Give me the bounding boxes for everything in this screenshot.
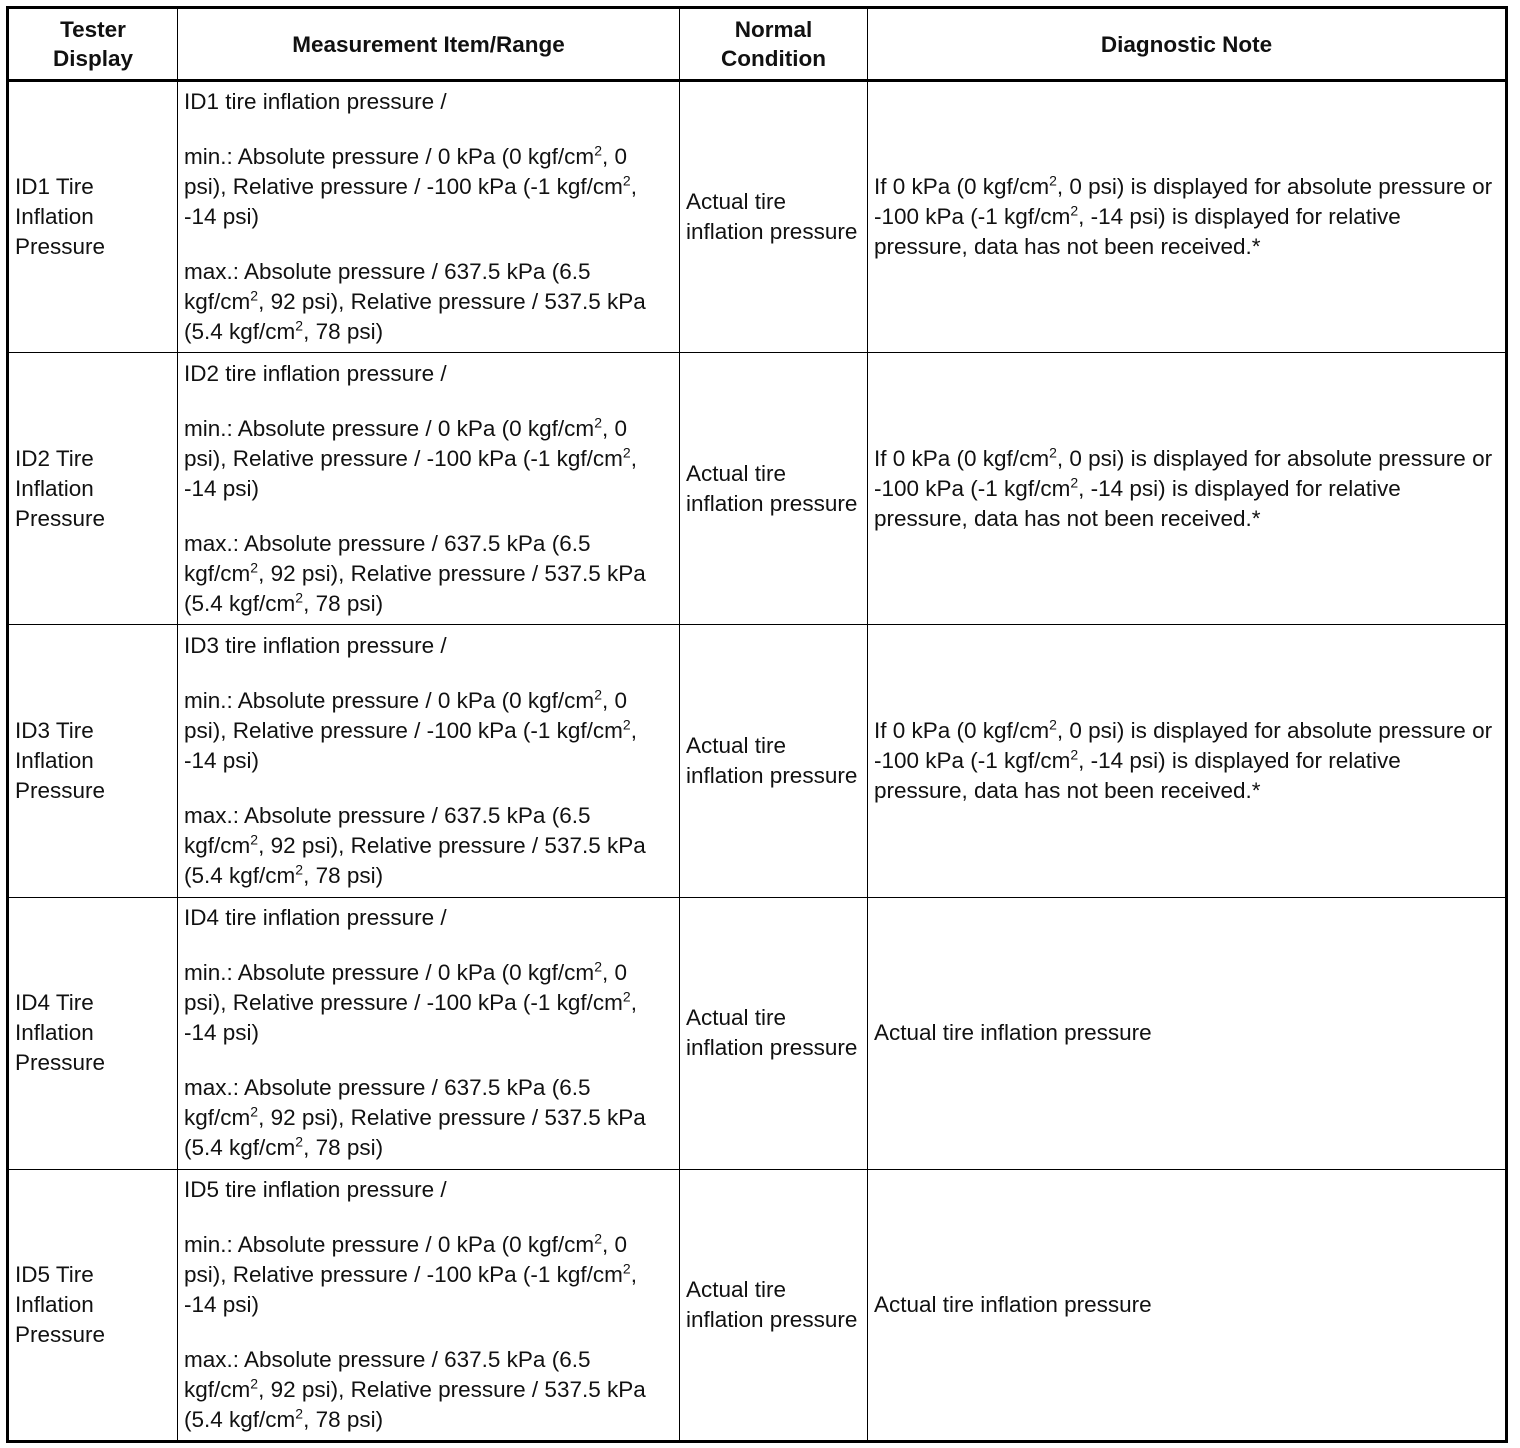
max-range-text: max.: Absolute pressure / 637.5 kPa (6.5 kgf/$cm^2$, 92 psi), Relative pressure / 537.5 kPa (5.4 kgf/$cm^2$, 78 psi) <box>184 530 646 616</box>
min-range-text: min.: Absolute pressure / 0 kPa (0 kgf/$cm^2$, 0 psi), Relative pressure / -100 kPa (-1 kgf/$cm^2$, -14 psi) <box>184 1230 637 1317</box>
min-range-text: min.: Absolute pressure / 0 kPa (0 kgf/$cm^2$, 0 psi), Relative pressure / -100 kPa (-1 kgf/$cm^2$, -14 psi) <box>184 958 637 1046</box>
min-range-text: min.: Absolute pressure / 0 kPa (0 kgf/$cm^2$, 0 psi), Relative pressure / -100 kPa (-1 kgf/$cm^2$, -14 psi) <box>184 414 637 501</box>
tester-display-cell: ID2 Tire Inflation Pressure <box>8 353 178 625</box>
header-tester-display: Tester Display <box>8 8 178 81</box>
normal-condition-cell: Actual tire inflation pressure <box>680 353 868 625</box>
tester-display-cell: ID4 Tire Inflation Pressure <box>8 897 178 1169</box>
diagnostic-note-cell: If 0 kPa (0 kgf/$cm^2$, 0 psi) is displayed for absolute pressure or -100 kPa (-1 kgf/$cm^2$, -14 psi) is displayed for relative pressure, data has not been received.* <box>868 81 1507 353</box>
measurement-cell <box>178 1169 680 1441</box>
max-range-text: max.: Absolute pressure / 637.5 kPa (6.5 kgf/$cm^2$, 92 psi), Relative pressure / 537.5 kPa (5.4 kgf/$cm^2$, 78 psi) <box>184 802 646 888</box>
normal-condition-cell: Actual tire inflation pressure <box>680 897 868 1169</box>
diagnostic-note-cell: If 0 kPa (0 kgf/$cm^2$, 0 psi) is displayed for absolute pressure or -100 kPa (-1 kgf/$cm^2$, -14 psi) is displayed for relative pressure, data has not been received.* <box>868 625 1507 897</box>
max-range-text: max.: Absolute pressure / 637.5 kPa (6.5 kgf/$cm^2$, 92 psi), Relative pressure / 537.5 kPa (5.4 kgf/$cm^2$, 78 psi) <box>184 1346 646 1432</box>
item-text: ID3 tire inflation pressure / <box>184 632 447 658</box>
table-row <box>8 897 1507 1169</box>
max-range-text: max.: Absolute pressure / 637.5 kPa (6.5 kgf/$cm^2$, 92 psi), Relative pressure / 537.5 kPa (5.4 kgf/$cm^2$, 78 psi) <box>184 259 646 345</box>
item-text: ID2 tire inflation pressure / <box>184 360 447 386</box>
normal-condition-cell: Actual tire inflation pressure <box>680 81 868 353</box>
item-text: ID4 tire inflation pressure / <box>184 905 447 931</box>
tester-display-cell: ID1 Tire Inflation Pressure <box>8 81 178 353</box>
table-row <box>8 81 1507 353</box>
tester-display-cell: ID5 Tire Inflation Pressure <box>8 1169 178 1441</box>
table-row <box>8 353 1507 625</box>
header-diagnostic-note: Diagnostic Note <box>868 8 1507 81</box>
table-row <box>8 1169 1507 1441</box>
item-text: ID5 tire inflation pressure / <box>184 1176 447 1202</box>
table-row <box>8 625 1507 897</box>
diagnostic-note-cell: If 0 kPa (0 kgf/$cm^2$, 0 psi) is displayed for absolute pressure or -100 kPa (-1 kgf/$cm^2$, -14 psi) is displayed for relative pressure, data has not been received.* <box>868 353 1507 625</box>
measurement-cell <box>178 897 680 1169</box>
tester-display-cell: ID3 Tire Inflation Pressure <box>8 625 178 897</box>
normal-condition-cell: Actual tire inflation pressure <box>680 1169 868 1441</box>
max-range-text: max.: Absolute pressure / 637.5 kPa (6.5 kgf/$cm^2$, 92 psi), Relative pressure / 537.5 kPa (5.4 kgf/$cm^2$, 78 psi) <box>184 1075 646 1161</box>
normal-condition-cell: Actual tire inflation pressure <box>680 625 868 897</box>
header-measurement: Measurement Item/Range <box>178 8 680 81</box>
header-row <box>8 8 1507 81</box>
data-list-table <box>6 6 1508 1443</box>
measurement-cell <box>178 81 680 353</box>
header-normal-condition: Normal Condition <box>680 8 868 81</box>
item-text: ID1 tire inflation pressure / <box>184 89 447 115</box>
diagnostic-note-cell: Actual tire inflation pressure <box>868 897 1507 1169</box>
measurement-cell <box>178 625 680 897</box>
min-range-text: min.: Absolute pressure / 0 kPa (0 kgf/$cm^2$, 0 psi), Relative pressure / -100 kPa (-1 kgf/$cm^2$, -14 psi) <box>184 142 637 230</box>
min-range-text: min.: Absolute pressure / 0 kPa (0 kgf/$cm^2$, 0 psi), Relative pressure / -100 kPa (-1 kgf/$cm^2$, -14 psi) <box>184 686 637 773</box>
measurement-cell <box>178 353 680 625</box>
diagnostic-note-cell: Actual tire inflation pressure <box>868 1169 1507 1441</box>
